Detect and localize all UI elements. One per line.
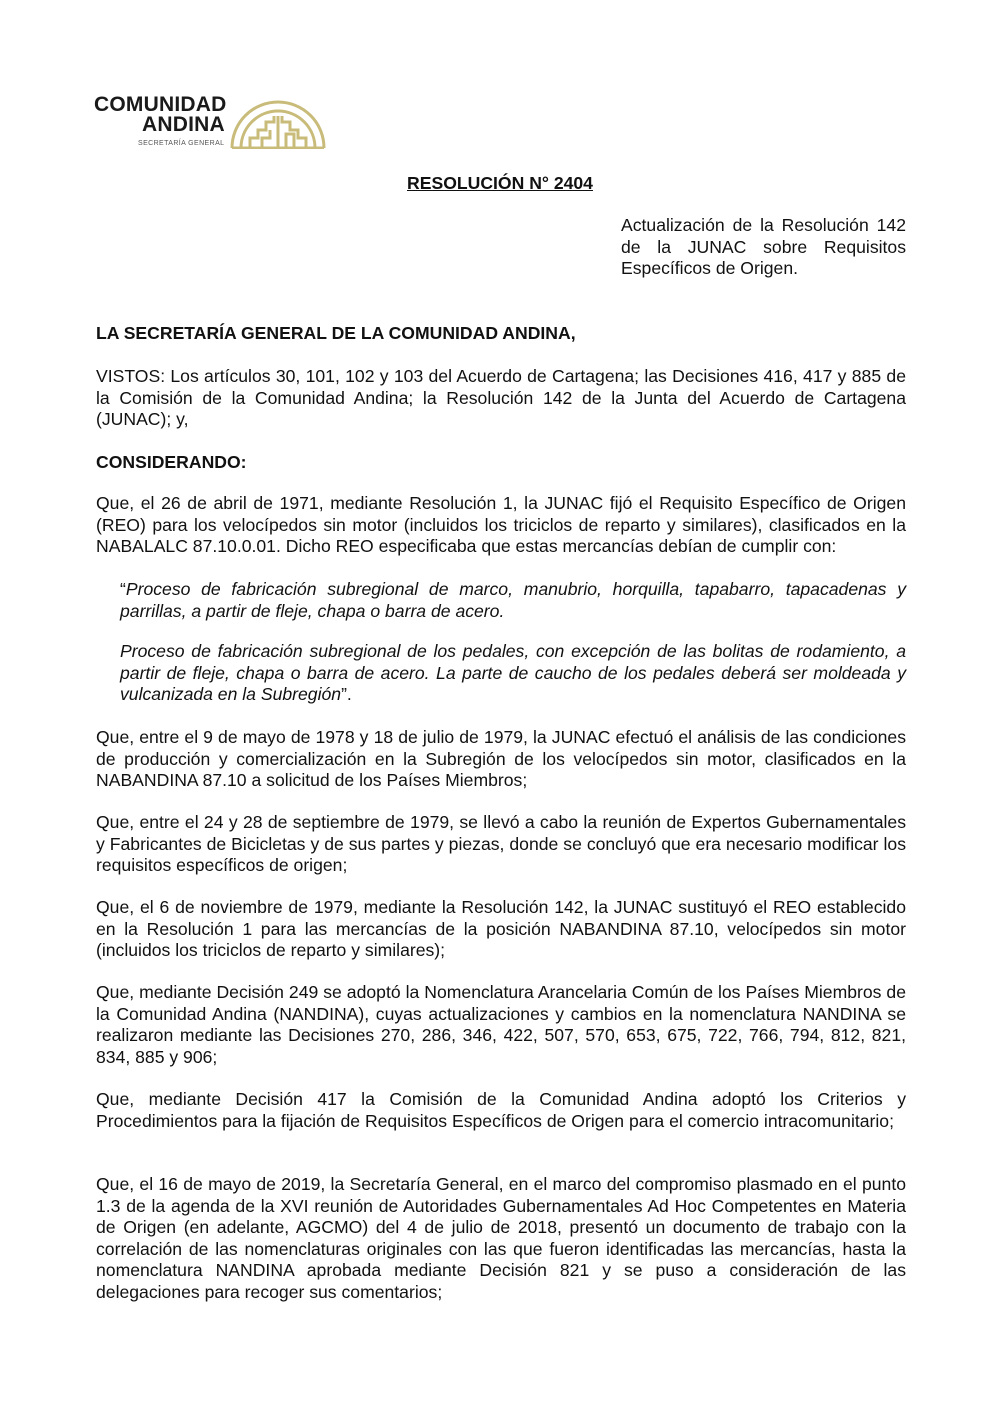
comunidad-andina-logo bbox=[94, 94, 334, 152]
quote-1-text: Proceso de fabricación subregional de marco, manubrio, horquilla, tapabarro, tapacadenas y parrillas, a partir de fleje, chapa o barra de acero. bbox=[120, 579, 906, 621]
quote-paragraph-1 bbox=[120, 579, 906, 622]
resolution-subject: Actualización de la Resolución 142 de la JUNAC sobre Requisitos Específicos de Origen. bbox=[621, 215, 906, 278]
considerando-heading: CONSIDERANDO: bbox=[96, 452, 247, 472]
resolution-title: RESOLUCIÓN N° 2404 bbox=[407, 173, 593, 193]
paragraph-2: Que, entre el 9 de mayo de 1978 y 18 de julio de 1979, la JUNAC efectuó el análisis de las condiciones de producción y comercialización en la Subregión de los velocípedos sin motor, clasificados en la NABANDINA 87.10 a solicitud de los Países Miembros; bbox=[96, 727, 906, 790]
quote-2-text: Proceso de fabricación subregional de los pedales, con excepción de las bolitas de rodamiento, a partir de fleje, chapa o barra de acero. La parte de caucho de los pedales deberá ser moldeada y vulcanizada en la Subregión bbox=[120, 641, 906, 704]
andean-arch-icon bbox=[228, 94, 328, 149]
paragraph-4: Que, el 6 de noviembre de 1979, mediante la Resolución 142, la JUNAC sustituyó el REO establecido en la Resolución 1 para las mercancías de la posición NABANDINA 87.10, velocípedos sin motor (incluidos los triciclos de reparto y similares); bbox=[96, 897, 906, 960]
paragraph-3: Que, entre el 24 y 28 de septiembre de 1979, se llevó a cabo la reunión de Expertos Gubernamentales y Fabricantes de Bicicletas y de sus partes y piezas, donde se concluyó que era necesario modificar los requisitos específicos de origen; bbox=[96, 812, 906, 875]
logo-text-line2: ANDINA bbox=[142, 113, 225, 136]
paragraph-5: Que, mediante Decisión 249 se adoptó la Nomenclatura Arancelaria Común de los Países Miembros de la Comunidad Andina (NANDINA), cuyas actualizaciones y cambios en la nomenclatura NANDINA se realizaron mediante las Decisiones 270, 286, 346, 422, 507, 570, 653, 675, 722, 766, 794, 812, 821, 834, 885 y 906; bbox=[96, 982, 906, 1067]
quote-close-mark: ”. bbox=[341, 684, 352, 704]
authority-heading: LA SECRETARÍA GENERAL DE LA COMUNIDAD ANDINA, bbox=[96, 323, 576, 343]
quote-open-mark: “ bbox=[120, 579, 126, 599]
logo-subtitle: SECRETARÍA GENERAL bbox=[138, 140, 225, 147]
vistos-paragraph: VISTOS: Los artículos 30, 101, 102 y 103 del Acuerdo de Cartagena; las Decisiones 416, 417 y 885 de la Comisión de la Comunidad Andina; la Resolución 142 de la Junta del Acuerdo de Cartagena (JUNAC); y, bbox=[96, 366, 906, 429]
paragraph-6: Que, mediante Decisión 417 la Comisión de la Comunidad Andina adoptó los Criterios y Procedimientos para la fijación de Requisitos Específicos de Origen para el comercio intracomunitario; bbox=[96, 1089, 906, 1131]
logo-text-line1: COMUNIDAD bbox=[94, 93, 227, 116]
quote-paragraph-2 bbox=[120, 641, 906, 706]
paragraph-7: Que, el 16 de mayo de 2019, la Secretaría General, en el marco del compromiso plasmado en el punto 1.3 de la agenda de la XVI reunión de Autoridades Gubernamentales Ad Hoc Competentes en Materia de Origen (en adelante, AGCMO) del 4 de julio de 2018, presentó un documento de trabajo con la correlación de las nomenclaturas originales con las que fueron identificadas las mercancías, hasta la nomenclatura NANDINA aprobada mediante Decisión 821 y se puso a consideración de las delegaciones para recoger sus comentarios; bbox=[96, 1174, 906, 1302]
paragraph-1: Que, el 26 de abril de 1971, mediante Resolución 1, la JUNAC fijó el Requisito Específico de Origen (REO) para los velocípedos sin motor (incluidos los triciclos de reparto y similares), clasificados en la NABALALC 87.10.0.01. Dicho REO especificaba que estas mercancías debían de cumplir con: bbox=[96, 493, 906, 556]
